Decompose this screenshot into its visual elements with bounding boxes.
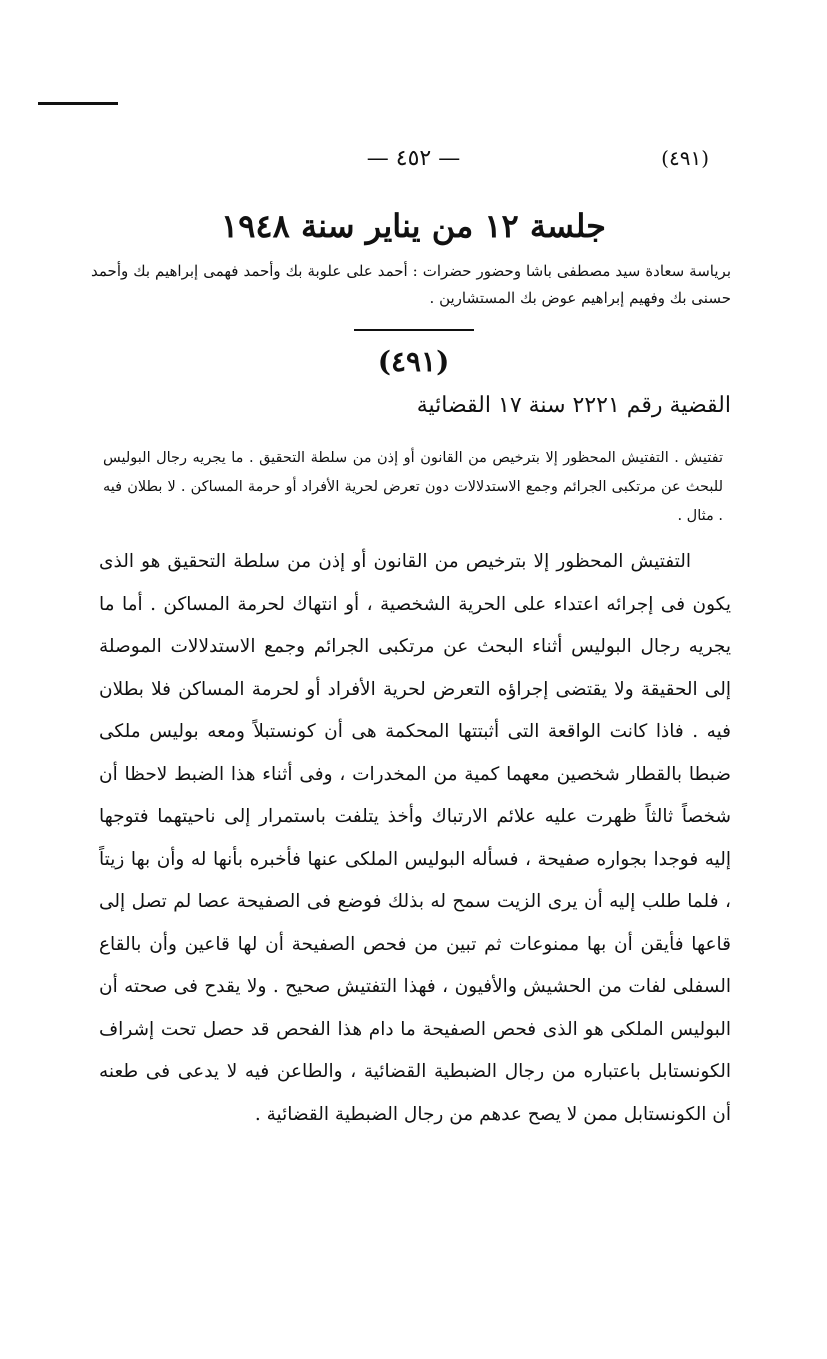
- session-title: جلسة ١٢ من يناير سنة ١٩٤٨: [221, 207, 606, 245]
- session-presidency: برياسة سعادة سيد مصطفى باشا وحضور حضرات : أحمد على علوبة بك وأحمد فهمى إبراهيم بك وأحمد حسنى بك وفهيم إبراهيم عوض بك المستشارين .: [91, 262, 731, 307]
- case-summary: تفتيش . التفتيش المحظور إلا بترخيص من القانون أو إذن من سلطة التحقيق . ما يجريه رجال البوليس للبحث عن مرتكبى الجرائم وجمع الاستدلالات دون تعرض لحرية الأفراد أو حرمة المساكن . لا بطلان فيه . مثال .: [103, 450, 723, 524]
- case-title: القضية رقم ٢٢٢١ سنة ١٧ القضائية: [416, 393, 731, 418]
- case-number: (٤٩١): [377, 345, 450, 378]
- top-rule: [38, 102, 118, 105]
- header-case-ref: (٤٩١): [661, 146, 709, 170]
- page-number: — ٤٥٢ —: [366, 146, 461, 171]
- case-body: التفتيش المحظور إلا بترخيص من القانون أو إذن من سلطة التحقيق هو الذى يكون فى إجرائه اعتداء على الحرية الشخصية ، أو انتهاك لحرمة المساكن . أما ما يجريه رجال البوليس أثناء البحث عن مرتكبى الجرائم وجمع الاستدلالات الموصلة إلى الحقيقة ولا يقتضى إجراؤه التعرض لحرية الأفراد أو لحرمة المساكن فلا بطلان فيه . فاذا كانت الواقعة التى أثبتتها المحكمة هى أن كونستبلاً ومعه بوليس ملكى ضبطا بالقطار شخصين معهما كمية من المخدرات ، وفى أثناء هذا الضبط لاحظا أن شخصاً ثالثاً ظهرت عليه علائم الارتباك وأخذ يتلفت باستمرار إلى ناحيتهما فتوجها إليه فوجدا بجواره صفيحة ، فسأله البوليس الملكى عنها فأخبره بأنها له وأن بها زيتاً ، فلما طلب إليه أن يرى الزيت سمح له بذلك فوضع فى الصفيحة عصا لم تصل إلى قاعها فأيقن أن بها ممنوعات ثم تبين من فحص الصفيحة أن لها قاعين وأن بالقاع السفلى لفات من الحشيش والأفيون ، فهذا التفتيش صحيح . ولا يقدح فى صحته أن البوليس الملكى هو الذى فحص الصفيحة ما دام هذا الفحص قد حصل تحت إشراف الكونستابل باعتباره من رجال الضبطية القضائية ، والطاعن فيه لا يدعى فى طعنه أن الكونستابل ممن لا يصح عدهم من رجال الضبطية القضائية .: [99, 551, 731, 1125]
- section-divider: [354, 329, 474, 331]
